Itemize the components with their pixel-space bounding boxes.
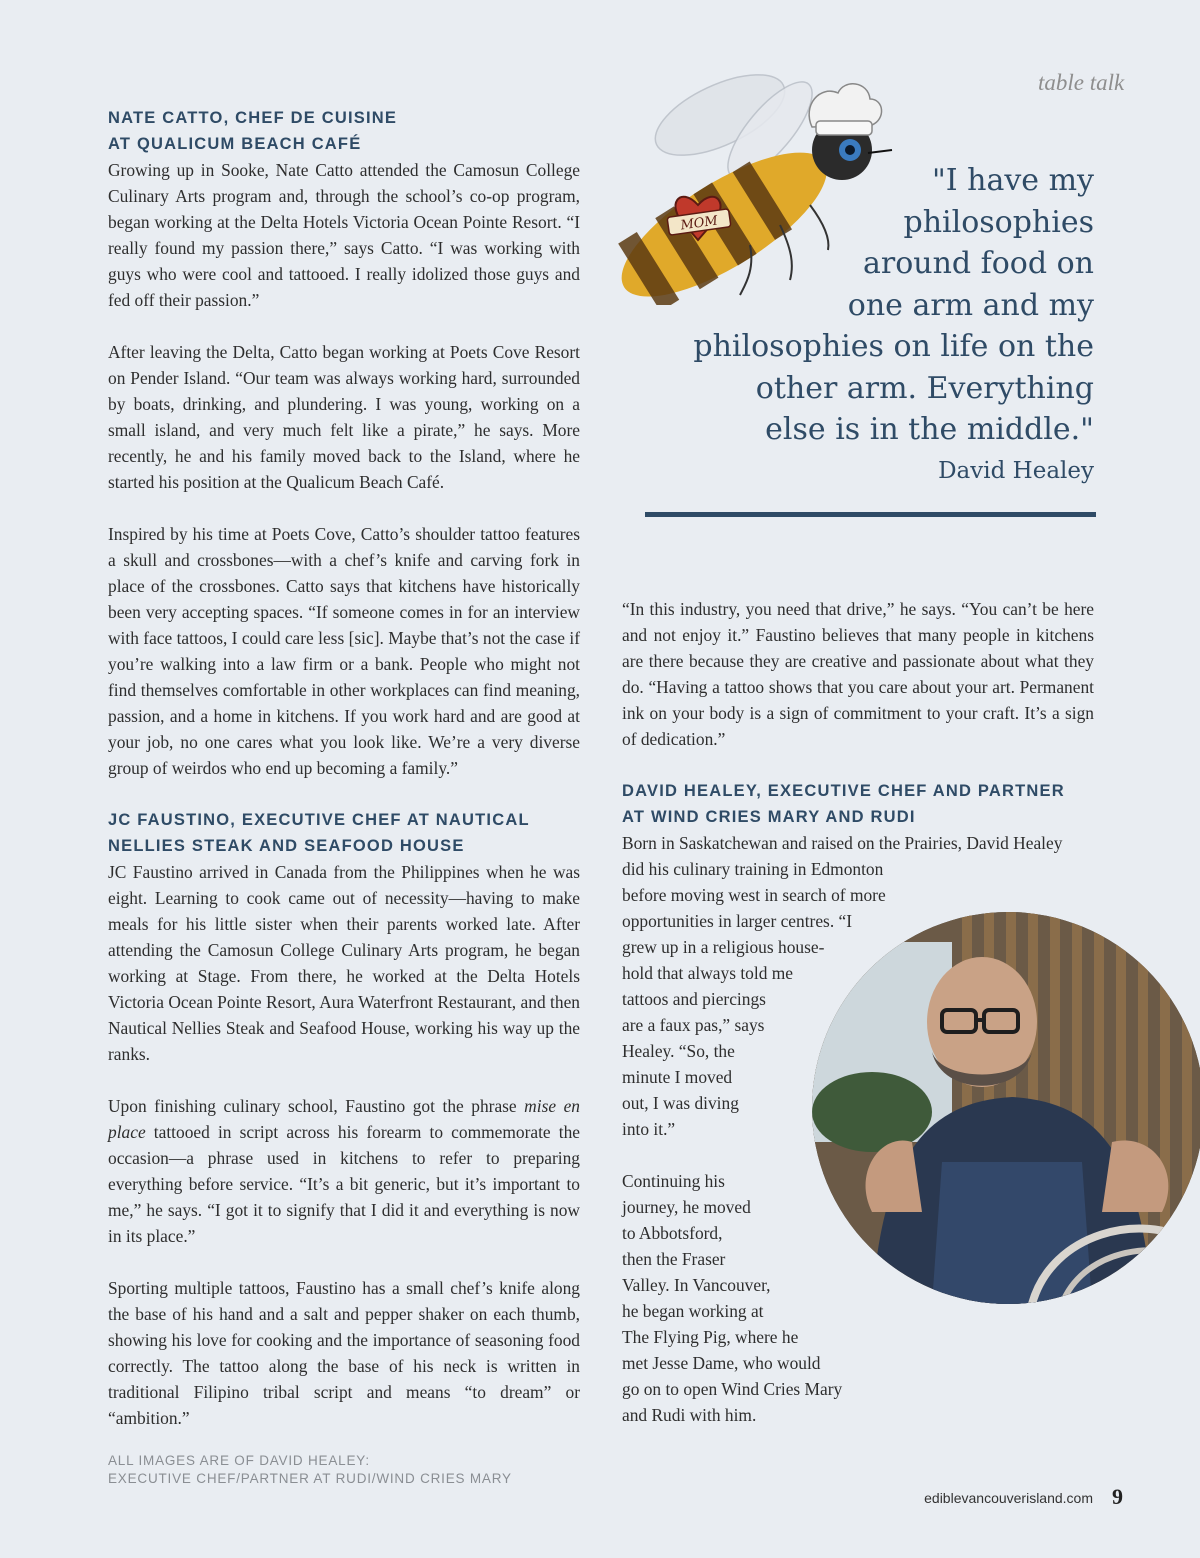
healey-line: then the Fraser <box>622 1249 726 1269</box>
healey-line: to Abbotsford, <box>622 1223 723 1243</box>
quote-line: philosophies <box>903 204 1094 240</box>
quote-line: one arm and my <box>847 287 1094 323</box>
portrait-illustration <box>812 912 1200 1304</box>
healey-line: into it.” <box>622 1119 676 1139</box>
healey-line: hold that always told me <box>622 963 793 983</box>
faustino-heading-line1: JC FAUSTINO, EXECUTIVE CHEF AT NAUTICAL <box>108 811 530 829</box>
healey-line: Valley. In Vancouver, <box>622 1275 771 1295</box>
bee-tattoo-text: MOM <box>679 213 719 234</box>
healey-line: and Rudi with him. <box>622 1405 757 1425</box>
healey-line: out, I was diving <box>622 1093 739 1113</box>
healey-line: he began working at <box>622 1301 764 1321</box>
caption-line1: ALL IMAGES ARE OF DAVID HEALEY: <box>108 1453 370 1468</box>
faustino-paragraph-3: Sporting multiple tattoos, Faustino has a small chef’s knife along the base of his hand and a salt and pepper shaker on each thumb, showing his love for cooking and the importance of seasoning food correctly. The tattoo along the base of his neck is written in traditional Filipino tribal script and means “to dream” or “ambition.” <box>108 1278 580 1428</box>
healey-line: before moving west in search of more <box>622 885 886 905</box>
healey-line: grew up in a religious house- <box>622 937 825 957</box>
faustino-paragraph-1: JC Faustino arrived in Canada from the Philippines when he was eight. Learning to cook came out of necessity—having to make meals for his little sister when their parents worked late. After attending the Camosun College Culinary Arts program, he began working at Stage. From there, he worked at the Delta Hotels Victoria Ocean Pointe Resort, Aura Waterfront Restaurant, and then Nautical Nellies Steak and Seafood House, working his way up the ranks. <box>108 862 580 1064</box>
healey-line: journey, he moved <box>622 1197 751 1217</box>
healey-line: Born in Saskatchewan and raised on the Prairies, David Healey <box>622 833 1063 853</box>
david-healey-photo <box>812 912 1200 1304</box>
healey-line: Healey. “So, the <box>622 1041 735 1061</box>
catto-heading <box>108 105 580 157</box>
healey-heading <box>622 778 1094 830</box>
healey-line: Continuing his <box>622 1171 725 1191</box>
catto-body <box>108 157 580 807</box>
left-column <box>108 105 580 1431</box>
catto-paragraph-3: Inspired by his time at Poets Cove, Catto’s shoulder tattoo features a skull and crossbones—with a chef’s knife and carving fork in place of the crossbones. Catto says that kitchens have historically been very accepting spaces. “If someone comes in for an interview with face tattoos, I could care less [sic]. Maybe that’s not the case if you’re walking into a law firm or a bank. People who might not find themselves comfortable in other workplaces can find meaning, passion, and a home in kitchens. If you work hard and are good at your job, no one cares what you look like. We’re a very diverse group of weirdos who end up becoming a family.” <box>108 524 580 778</box>
healey-line: minute I moved <box>622 1067 733 1087</box>
faustino-p2-before: Upon finishing culinary school, Faustino got the phrase <box>108 1096 525 1116</box>
faustino-continued <box>622 596 1094 778</box>
catto-heading-line2: AT QUALICUM BEACH CAFÉ <box>108 135 362 153</box>
catto-heading-line1: NATE CATTO, CHEF DE CUISINE <box>108 109 398 127</box>
faustino-heading-line2: NELLIES STEAK AND SEAFOOD HOUSE <box>108 837 465 855</box>
healey-line: met Jesse Dame, who would <box>622 1353 821 1373</box>
quote-author: David Healey <box>938 458 1094 484</box>
healey-line: tattoos and piercings <box>622 989 766 1009</box>
healey-line: are a faux pas,” says <box>622 1015 765 1035</box>
faustino-p2-italic: mise en place <box>108 1096 580 1142</box>
footer-website: ediblevancouverisland.com <box>924 1490 1093 1506</box>
quote-line: other arm. Everything <box>755 370 1094 406</box>
healey-heading-line1: DAVID HEALEY, EXECUTIVE CHEF AND PARTNER <box>622 782 1065 800</box>
quote-line: else is in the middle." <box>765 412 1094 447</box>
quote-divider <box>645 512 1096 517</box>
healey-line: opportunities in larger centres. “I <box>622 911 853 931</box>
faustino-p2-after: tattooed in script across his forearm to commemorate the occasion—a phrase used in kitchens to refer to preparing everything before service. “It’s a bit generic, but it’s important to me,” he says. “I got it to signify that I did it and everything is now in its place.” <box>108 1122 580 1246</box>
faustino-heading <box>108 807 580 859</box>
caption-line2: EXECUTIVE CHEF/PARTNER AT RUDI/WIND CRIES MARY <box>108 1471 512 1486</box>
healey-heading-line2: AT WIND CRIES MARY AND RUDI <box>622 808 916 826</box>
catto-paragraph-2: After leaving the Delta, Catto began working at Poets Cove Resort on Pender Island. “Our team was always working hard, surrounded by boats, drinking, and plundering. I was young, working on a small island, and very much felt like a pirate,” he says. More recently, he and his family moved back to the Island, where he started his position at the Qualicum Beach Café. <box>108 342 580 492</box>
healey-line: The Flying Pig, where he <box>622 1327 799 1347</box>
page-number: 9 <box>1112 1484 1123 1509</box>
quote-line: around food on <box>862 246 1094 281</box>
quote-line: philosophies on life on the <box>693 329 1094 364</box>
image-caption <box>108 1452 608 1488</box>
catto-paragraph-1: Growing up in Sooke, Nate Catto attended the Camosun College Culinary Arts program and, through the school’s co-op program, began working at the Delta Hotels Victoria Ocean Pointe Resort. “I really found my passion there,” says Catto. “I was working with guys who were cool and tattooed. I really idolized those guys and fed off their passion.” <box>108 160 580 310</box>
faustino-paragraph-2 <box>108 1093 580 1249</box>
faustino-body <box>108 859 580 1431</box>
section-label: table talk <box>1038 70 1125 95</box>
quote-line: "I have my <box>931 163 1094 198</box>
healey-line: go on to open Wind Cries Mary <box>622 1379 843 1399</box>
healey-line: did his culinary training in Edmonton <box>622 859 884 879</box>
faustino-paragraph-4: “In this industry, you need that drive,” he says. “You can’t be here and not enjoy it.” Faustino believes that many people in kitchens are there because they are creative and passionate about what they do. “Having a tattoo shows that you care about your art. Permanent ink on your body is a sign of commitment to your craft. It’s a sign of dedication.” <box>622 599 1094 749</box>
pull-quote <box>640 160 1094 451</box>
